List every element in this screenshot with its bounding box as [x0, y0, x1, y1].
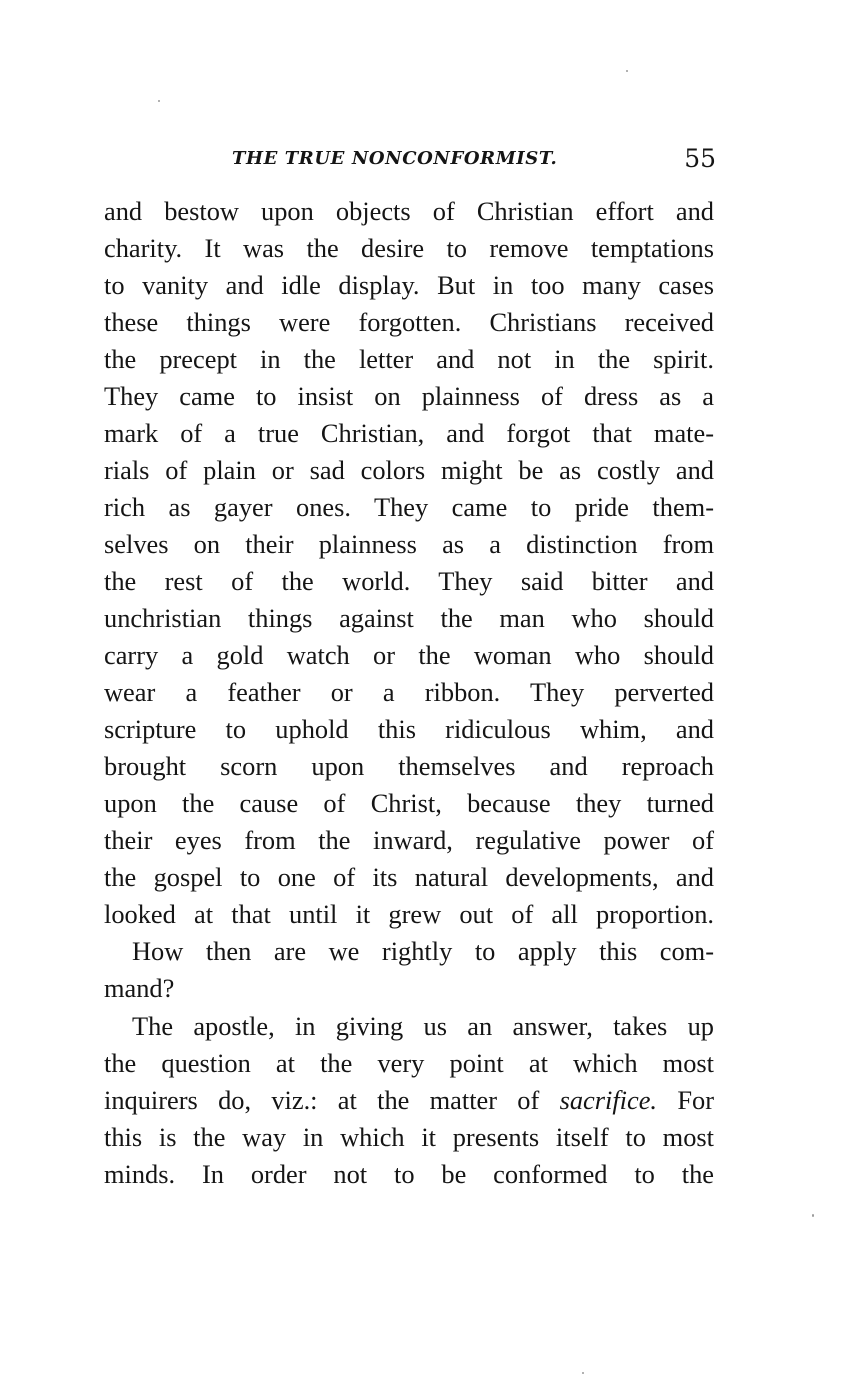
text-line: the precept in the letter and not in the spirit. — [104, 344, 714, 374]
text-line: minds. In order not to be conformed to the — [104, 1159, 714, 1189]
text-line: and bestow upon objects of Christian effort and — [104, 196, 714, 226]
text-line: the gospel to one of its natural developments, and — [104, 862, 714, 892]
text-line: rials of plain or sad colors might be as costly and — [104, 455, 714, 485]
text-line: the rest of the world. They said bitter and — [104, 566, 714, 596]
text-line: carry a gold watch or the woman who should — [104, 640, 714, 670]
text-line: brought scorn upon themselves and reproach — [104, 751, 714, 781]
paper-speck — [158, 100, 160, 102]
text-line: How then are we rightly to apply this com- — [132, 936, 714, 966]
body-text — [104, 193, 714, 1193]
text-line: upon the cause of Christ, because they turned — [104, 788, 714, 818]
text-line: charity. It was the desire to remove temptations — [104, 233, 714, 263]
text-line: this is the way in which it presents itself to most — [104, 1122, 714, 1152]
text-line — [104, 1082, 714, 1119]
text-line: scripture to uphold this ridiculous whim, and — [104, 714, 714, 744]
text-line-segment: For — [657, 1085, 714, 1115]
text-line: looked at that until it grew out of all proportion. — [104, 899, 714, 929]
paper-speck — [626, 70, 628, 72]
paper-speck — [582, 1372, 584, 1374]
text-line-segment: inquirers do, viz.: at the matter of — [104, 1085, 560, 1115]
text-line: to vanity and idle display. But in too many cases — [104, 270, 714, 300]
page-number: 55 — [684, 144, 716, 173]
running-title: THE TRUE NONCONFORMIST. — [232, 148, 558, 169]
text-line: their eyes from the inward, regulative power of — [104, 825, 714, 855]
text-line: wear a feather or a ribbon. They perverted — [104, 677, 714, 707]
text-line: rich as gayer ones. They came to pride them- — [104, 492, 714, 522]
paper-speck — [812, 1214, 814, 1217]
text-line: the question at the very point at which most — [104, 1048, 714, 1078]
running-head — [104, 144, 716, 176]
text-line: They came to insist on plainness of dress as a — [104, 381, 714, 411]
text-line: mand? — [104, 973, 175, 1003]
italic-word: sacrifice. — [559, 1085, 658, 1115]
text-line: these things were forgotten. Christians received — [104, 307, 714, 337]
text-line: mark of a true Christian, and forgot that mate- — [104, 418, 714, 448]
text-line: The apostle, in giving us an answer, takes up — [132, 1011, 714, 1041]
text-line: selves on their plainness as a distinction from — [104, 529, 714, 559]
text-line: unchristian things against the man who should — [104, 603, 714, 633]
